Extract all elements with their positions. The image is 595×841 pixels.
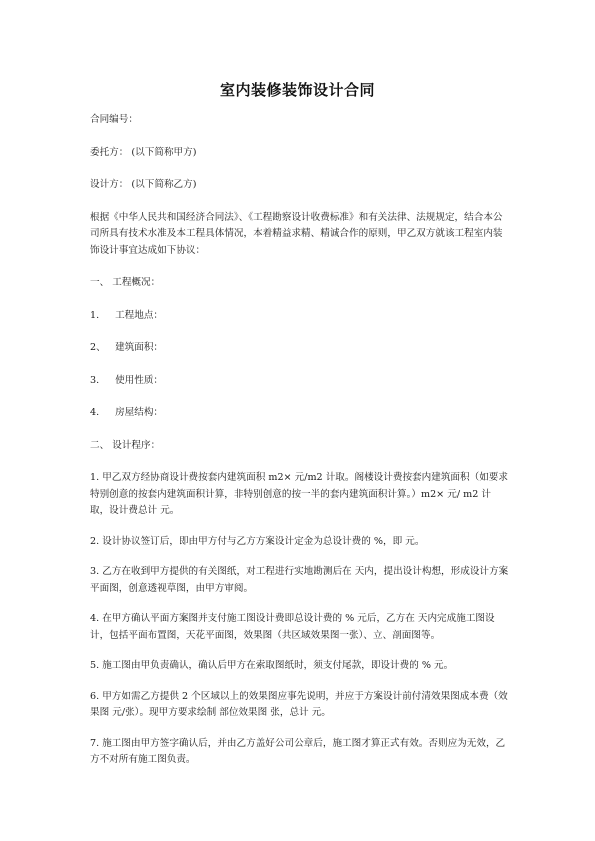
section-heading-overview: 一、 工程概况：	[90, 277, 161, 288]
overview-item	[90, 308, 510, 325]
section-heading-procedure: 二、 设计程序：	[90, 439, 161, 451]
procedure-paragraph: 7. 施工图由甲方签字确认后，并由乙方盖好公司公章后，施工图才算正式有效。否则应为无效，乙方不对所有施工图负责。	[90, 737, 506, 765]
overview-item-text: 房屋结构：	[115, 407, 164, 418]
procedure-paragraph: 4. 在甲方确认平面方案图并支付施工图设计费即总设计费的 % 元后，乙方在 天内完成施工图设计，包括平面布置图，天花平面图，效果图（共区域效果图一张）、立、剖面图等。	[90, 613, 495, 641]
designer-line: 设计方： (以下简称乙方)	[90, 179, 197, 190]
overview-item-text: 工程地点：	[115, 309, 164, 321]
procedure-paragraph: 3. 乙方在收到甲方提供的有关图纸，对工程进行实地勘测后在 天内，提出设计构想，形成设计方案平面图，创意透视草图，由甲方审阅。	[90, 566, 509, 594]
contract-body	[90, 112, 510, 783]
overview-item-number: 1.	[90, 309, 100, 321]
page-title: 室内装修装饰设计合同	[219, 81, 375, 99]
client-line: 委托方： (以下简称甲方)	[90, 146, 197, 158]
overview-item	[90, 405, 510, 422]
procedure-paragraph: 2. 设计协议签订后，即由甲方付与乙方方案设计定金为总设计费的 %，即 元。	[90, 535, 425, 547]
contract-number-label: 合同编号：	[90, 114, 138, 125]
overview-item-number: 4.	[90, 407, 100, 418]
procedure-paragraph: 1. 甲乙双方经协商设计费按套内建筑面积 m2× 元/m2 计取。阁楼设计费按套内建筑面积（如要求特别创意的按套内建筑面积计算，非特别创意的按一半的套内建筑面积计算。）m2× 元/ m2 计取，设计费总计 元。	[90, 472, 508, 516]
overview-item-number: 3.	[90, 374, 100, 386]
overview-item-number: 2、	[90, 342, 106, 353]
overview-item	[90, 340, 510, 357]
overview-item	[90, 373, 510, 390]
overview-item-text: 使用性质：	[115, 374, 164, 386]
preamble-paragraph: 根据《中华人民共和国经济合同法》、《工程勘察设计收费标准》和有关法律、法规规定，结合本公司所具有技术水准及本工程具体情况，本着精益求精、精诚合作的原则，甲乙双方就该工程室内装饰设计事宜达成如下协议：	[90, 211, 503, 256]
procedure-paragraph: 5. 施工图由甲负责确认，确认后甲方在索取图纸时，须支付尾款，即设计费的 % 元。	[90, 660, 454, 671]
overview-item-text: 建筑面积：	[115, 342, 164, 353]
procedure-paragraph: 6. 甲方如需乙方提供 2 个区域以上的效果图应事先说明，并应于方案设计前付清效果图成本费（效果图 元/张）。现甲方要求绘制 部位效果图 张，总计 元。	[90, 690, 508, 718]
